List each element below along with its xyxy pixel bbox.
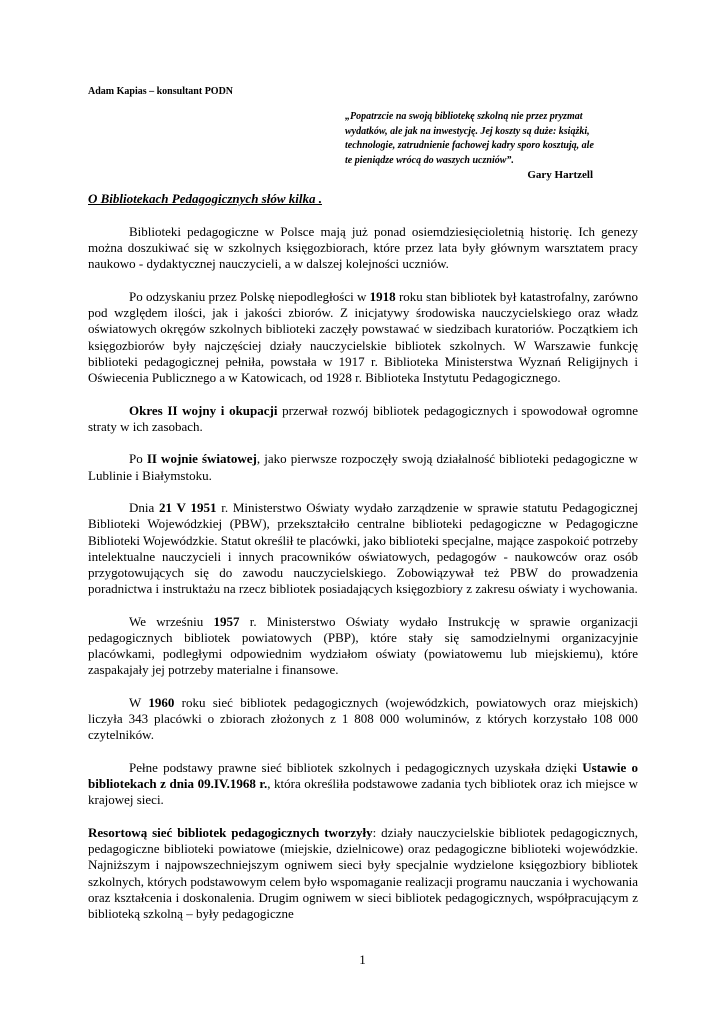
paragraph-8 — [88, 760, 638, 809]
paragraph-3-bold: Okres II wojny i okupacji — [129, 402, 278, 418]
paragraph-9-bold: Resortową sieć bibliotek pedagogicznych tworzyły — [88, 825, 373, 841]
paragraph-6 — [88, 614, 638, 679]
paragraph-4-rest: , jako pierwsze rozpoczęły swoją działalność biblioteki pedagogiczne w Lublinie i Białymstoku. — [88, 451, 639, 483]
paragraph-7-bold: 1960 — [148, 695, 175, 711]
paragraph-7-lead: W — [129, 695, 149, 711]
quote-text: „Popatrzcie na swoją bibliotekę szkolną nie przez pryzmat wydatków, ale jak na inwestycję. Jej koszty są duże: książki, technologie, zatrudnienie fachowej kadry sporo kosztują, ale te pieniądze wrócą do waszych uczniów”. — [345, 111, 594, 166]
paragraph-7-rest: roku sieć bibliotek pedagogicznych (wojewódzkich, powiatowych oraz miejskich) liczyła 343 placówki o zbiorach złożonych z 1 808 000 woluminów, z których korzystało 108 000 czytelników. — [88, 695, 638, 743]
paragraph-4-lead: Po — [129, 451, 147, 467]
document-title: O Bibliotekach Pedagogicznych słów kilka . — [88, 191, 322, 206]
paragraph-6-lead: We wrześniu — [129, 613, 214, 629]
paragraph-4 — [88, 451, 638, 483]
paragraph-8-lead: Pełne podstawy prawne sieć bibliotek szkolnych i pedagogicznych uzyskała dzięki — [129, 760, 583, 776]
paragraph-2-bold: 1918 — [369, 289, 396, 304]
document-body — [88, 224, 638, 939]
paragraph-4-bold: II wojnie światowej — [146, 451, 257, 467]
paragraph-3-rest: przerwał rozwój bibliotek pedagogicznych i spowodował ogromne straty w ich zasobach. — [88, 402, 638, 434]
paragraph-5 — [88, 500, 638, 597]
paragraph-6-rest: r. Ministerstwo Oświaty wydało Instrukcję w sprawie organizacji pedagogicznych bibliotek powiatowych (PBP), które stały się samodzielnymi organizacyjnie placówkami, podległymi odpowiednim wydziałom oświaty (powiatowemu lub miejskiemu), które zaspakajały jej potrzeby materialne i finansowe. — [88, 613, 638, 678]
paragraph-9 — [88, 825, 638, 922]
paragraph-2 — [88, 289, 638, 386]
paragraph-2-lead: Po odzyskaniu przez Polskę niepodległości w — [129, 289, 370, 304]
paragraph-9-rest: : działy nauczycielskie bibliotek pedagogicznych, pedagogiczne biblioteki powiatowe (miejskie, dzielnicowe) oraz pedagogiczne biblioteki wojewódzkie. Najniższym i najpowszechniejszym ogniwem sieci były specjalnie wydzielone księgozbiory bibliotek szkolnych, których podstawowym celem było wspomaganie realizacji programu nauczania i wychowania oraz kształcenia i doskonalenia. Drugim ogniwem w sieci bibliotek pedagogicznych, współpracującym z biblioteką szkolną – były pedagogiczne — [88, 825, 638, 922]
paragraph-8-rest: , która określiła podstawowe zadania tych bibliotek oraz ich miejsce w krajowej sieci. — [88, 776, 638, 808]
paragraph-5-lead: Dnia — [129, 500, 160, 516]
paragraph-6-bold: 1957 — [213, 613, 240, 629]
author-line: Adam Kapias – konsultant PODN — [88, 86, 234, 97]
quote-author: Gary Hartzell — [527, 169, 593, 182]
epigraph-quote — [345, 110, 603, 182]
paragraph-7 — [88, 695, 638, 744]
paragraph-2-rest: roku stan bibliotek był katastrofalny, zarówno pod względem ilości, jak i jakości zbiorów. Z inicjatywy środowiska nauczycielskiego oraz władz oświatowych okręgów szkolnych biblioteki zaczęły powstawać w siedzibach kuratoriów. Początkiem ich księgozbiorów były najczęściej działy nauczycielskie bibliotek szkolnych. W Warszawie funkcję biblioteki pedagogicznej pełniła, powstała w 1917 r. Biblioteka Ministerstwa Wyznań Religijnych i Oświecenia Publicznego a w Katowicach, od 1928 r. Biblioteka Instytutu Pedagogicznego. — [88, 289, 639, 386]
paragraph-5-bold: 21 V 1951 — [159, 500, 217, 516]
paragraph-8-bold: Ustawie o bibliotekach z dnia 09.IV.1968 r. — [88, 760, 638, 792]
paragraph-1-text: Biblioteki pedagogiczne w Polsce mają już ponad osiemdziesięcioletnią historię. Ich genezy można doszukiwać się w szkolnych księgozbiorach, które przez lata były głównym warsztatem pracy naukowo - dydaktycznej nauczycieli, a w dalszej kolejności uczniów. — [88, 224, 638, 272]
paragraph-3 — [88, 403, 638, 435]
page-number: 1 — [359, 952, 366, 967]
paragraph-5-rest: r. Ministerstwo Oświaty wydało zarządzenie w sprawie statutu Pedagogicznej Biblioteki Wojewódzkiej (PBW), przekształciło centralne biblioteki pedagogiczne w Pedagogiczne Biblioteki Wojewódzkie. Statut określił te placówki, jako biblioteki specjalne, mające zaspokoić potrzeby intelektualne nauczycieli i innych pracowników oświatowych, pedagogów - naukowców oraz osób przygotowujących się do zawodu nauczycielskiego. Zobowiązywał też PBW do prowadzenia poradnictwa i instruktażu na rzecz bibliotek posiadających księgozbiory z zakresu oświaty i wychowania. — [88, 500, 638, 597]
paragraph-1 — [88, 224, 638, 273]
